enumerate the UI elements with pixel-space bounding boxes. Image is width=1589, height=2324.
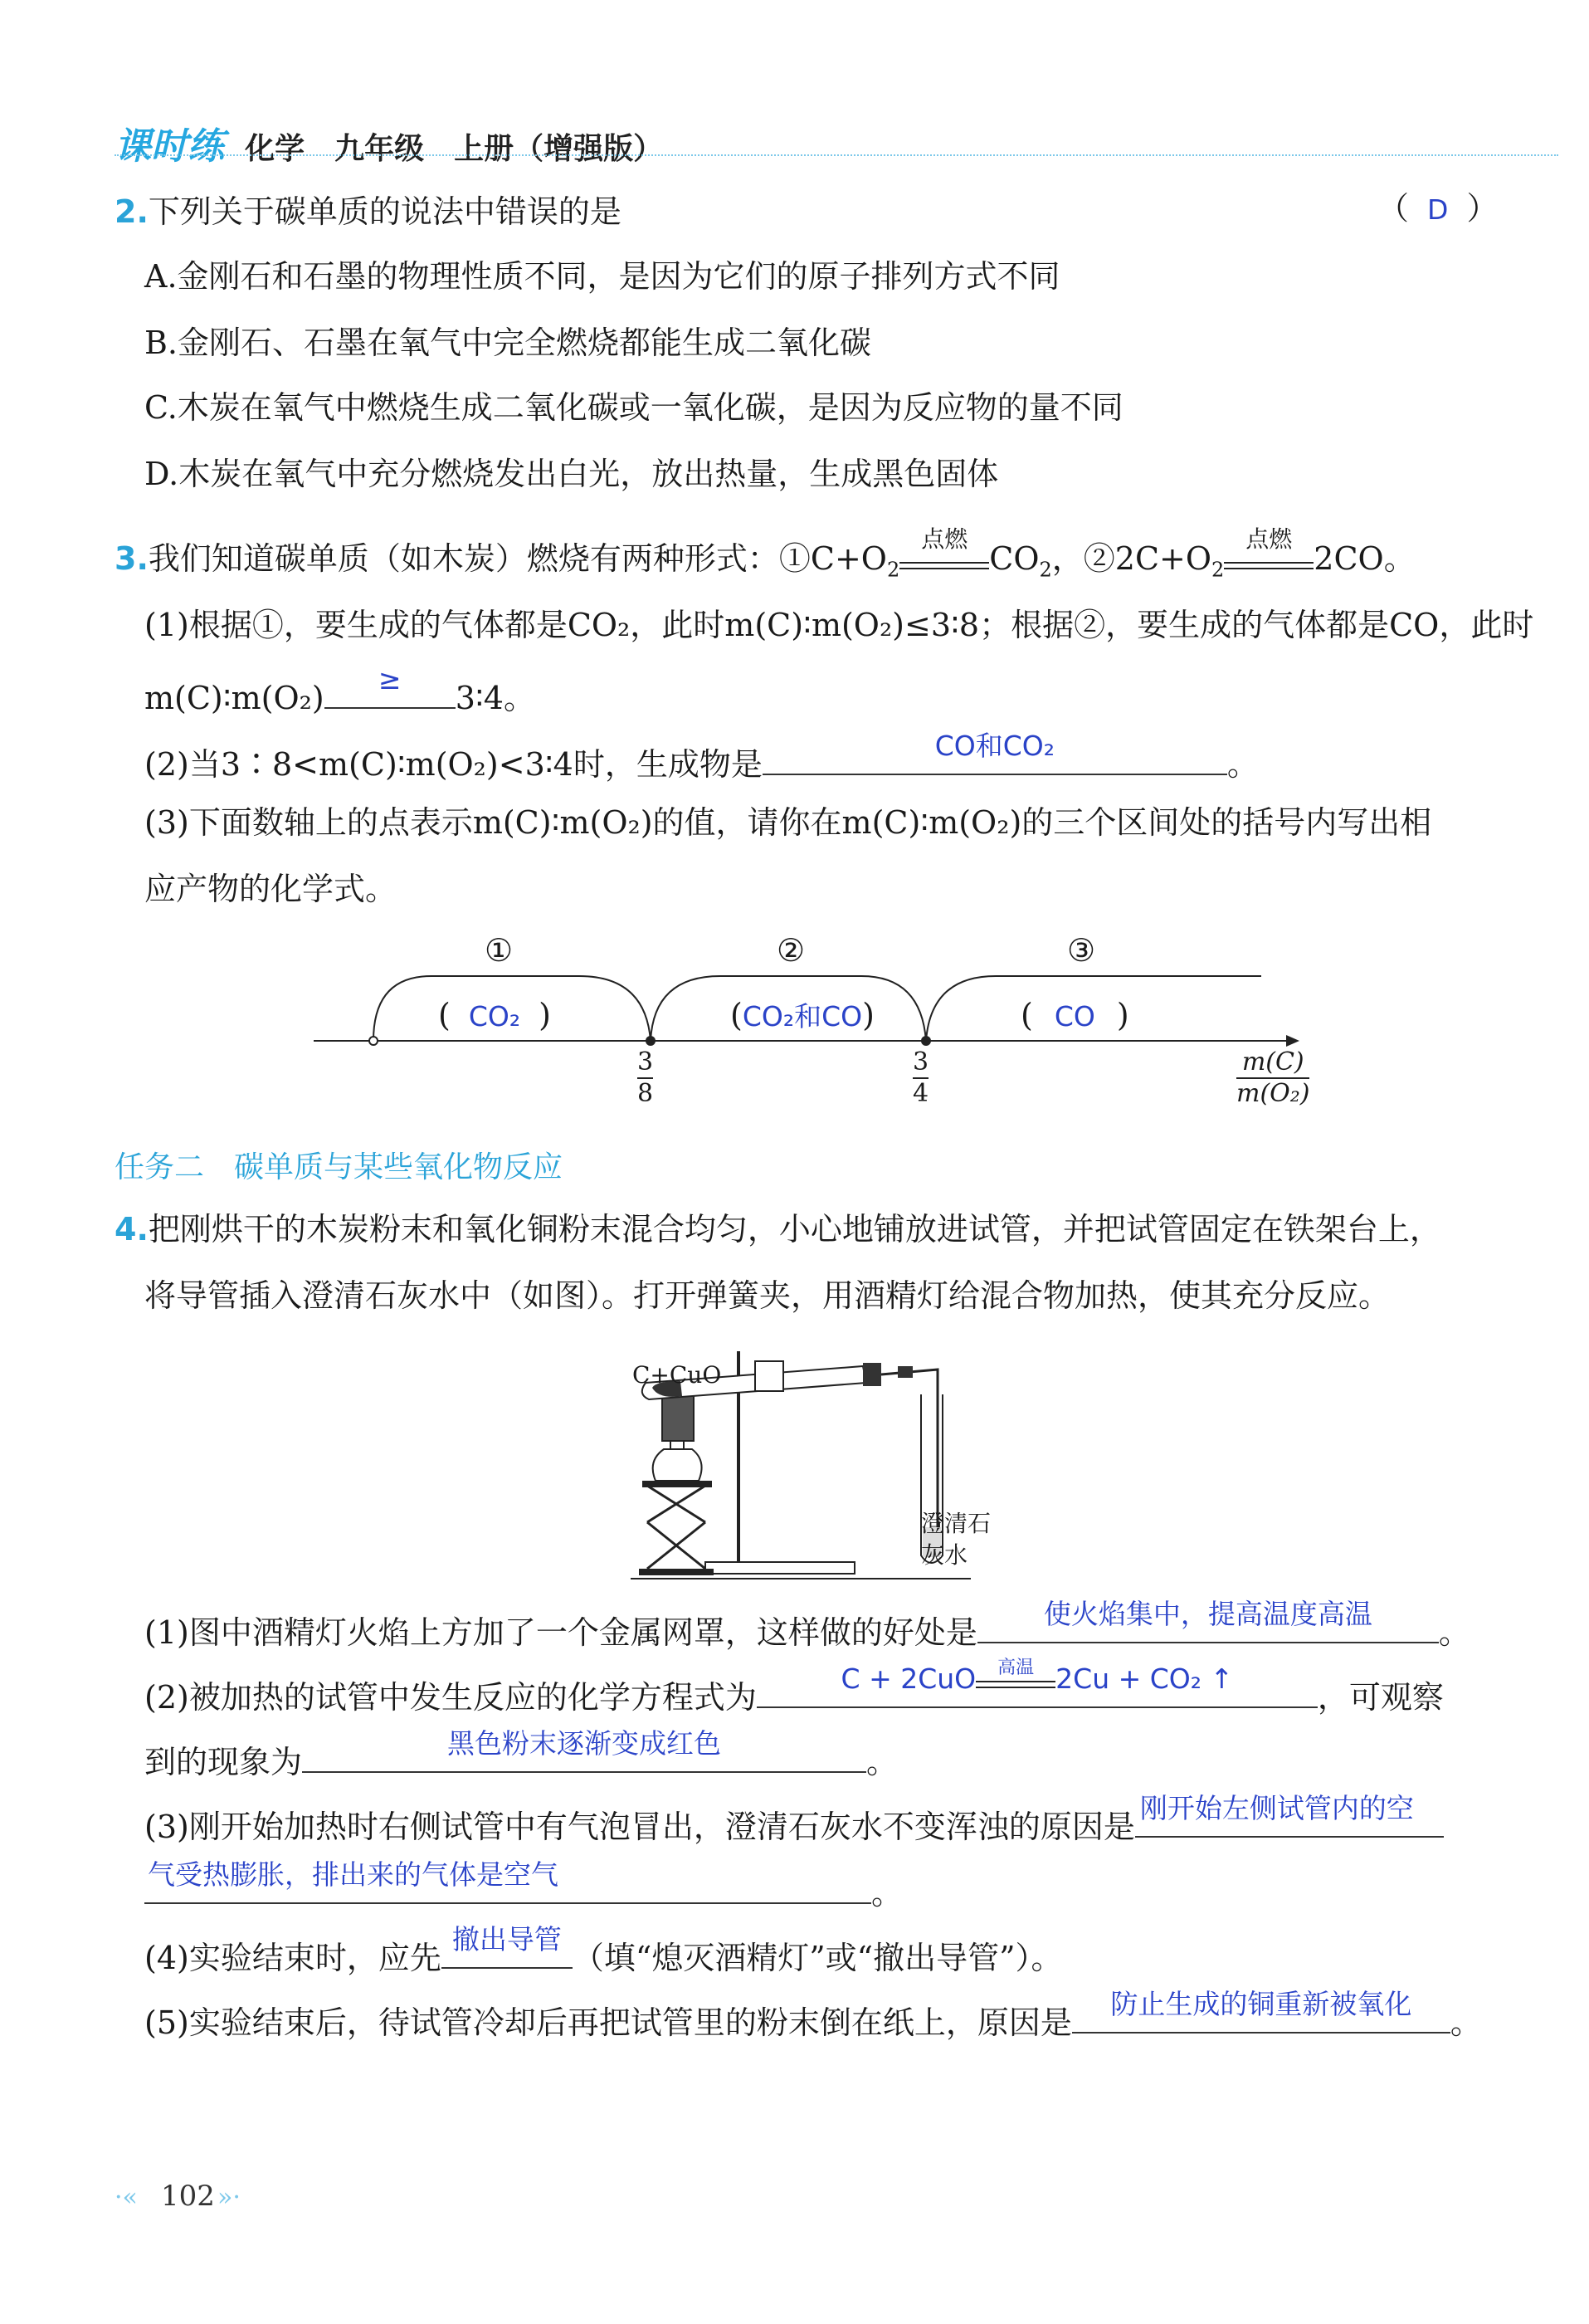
q3-part1-line2: m(C)∶m(O₂) ≥ 3∶4。: [144, 671, 535, 719]
q3-part3-line2: 应产物的化学式。: [144, 871, 397, 907]
q4-part5: (5)实验结束后，待试管冷却后再把试管里的粉末倒在纸上，原因是 防止生成的铜重新被氧化 。: [144, 1995, 1482, 2043]
q3-stem: 3.我们知道碳单质（如木炭）燃烧有两种形式：$①C+O_2$ 点燃 $CO_2$，$②2C+O_2$ 点燃 2CO。: [115, 525, 1416, 582]
q4-number: 4.: [115, 1211, 149, 1247]
q3-part1-blank: [324, 663, 456, 709]
region-1-bracket: ( CO₂ ): [438, 997, 551, 1033]
reaction-arrow-2: 点燃: [1224, 544, 1314, 569]
stand-base: [705, 1562, 855, 1574]
point-three-eighths: [646, 1036, 656, 1046]
q4-part1-answer: 使火焰集中，提高温度高温: [1043, 1598, 1372, 1630]
axis-label: $\frac{m(C)}{\text{m(O₂)}}$: [1236, 1047, 1310, 1108]
point-three-quarters: [921, 1036, 931, 1046]
q3-number: 3.: [115, 540, 149, 577]
header-rule: [115, 154, 1558, 156]
q4-part1-blank: [977, 1598, 1439, 1643]
number-line-arrowhead: [1286, 1035, 1299, 1047]
header: [115, 116, 1558, 166]
q2-answer-bracket: （ D ）: [1377, 190, 1499, 227]
series-logo: 课时练: [115, 125, 224, 168]
region-2-answer: CO₂和CO: [742, 1000, 863, 1033]
q4-part3-line1: (3)刚开始加热时右侧试管中有气泡冒出，澄清石灰水不变浑浊的原因是 刚开始左侧试管内的空: [144, 1799, 1444, 1848]
q3-part1-answer: ≥: [378, 663, 402, 696]
q4-stem-line2: 将导管插入澄清石灰水中（如图）。打开弹簧夹，用酒精灯给混合物加热，使其充分反应。: [144, 1277, 1391, 1314]
q4-part2-line1: (2)被加热的试管中发生反应的化学方程式为 C + 2CuO 高温 2Cu + CO₂ ↑ ，可观察: [144, 1658, 1444, 1716]
page-number: 102: [161, 2180, 215, 2213]
reaction-arrow-1: 点燃: [899, 544, 989, 569]
q3-part1-line1: (1)根据①，要生成的气体都是CO₂，此时m(C)∶m(O₂)≤3∶8；根据②，要生成的气体都是CO，此时: [144, 607, 1534, 643]
tick-label-three-quarters: $\frac{3}{4}$: [913, 1047, 929, 1108]
task-2-title: 任务二 碳单质与某些氧化物反应: [115, 1150, 563, 1184]
q2-option-c: C.木炭在氧气中燃烧生成二氧化碳或一氧化碳，是因为反应物的量不同: [144, 389, 1124, 426]
region-1-answer: CO₂: [468, 1000, 521, 1033]
stopper: [863, 1363, 881, 1386]
q3-part2-answer: CO和CO₂: [934, 730, 1055, 762]
header-title: 化学 九年级 上册（增强版）: [245, 132, 664, 166]
q4-part3-blank1: [1135, 1792, 1444, 1838]
q4-part3-blank2: [144, 1858, 871, 1904]
q4-stem-line1: 4.把刚烘干的木炭粉末和氧化铜粉末混合均匀，小心地铺放进试管，并把试管固定在铁架台上，: [115, 1211, 1441, 1247]
region-3-answer: CO: [1054, 1000, 1095, 1033]
q4-part4-blank: [441, 1923, 573, 1969]
figure-label-limewater-1: 澄清石: [921, 1510, 992, 1537]
spring-clip: [898, 1366, 913, 1378]
clamp: [755, 1361, 783, 1391]
q4-part4: (4)实验结束时，应先 撤出导管 （填“熄灭酒精灯”或“撤出导管”）。: [144, 1931, 1063, 1979]
page-number-ornament: ·«: [115, 2183, 138, 2212]
q4-part2-blank: [757, 1658, 1318, 1708]
q4-part2-answer2: 黑色粉末逐渐变成红色: [447, 1727, 722, 1760]
q4-part2-answer: C + 2CuO 高温 2Cu + CO₂ ↑: [841, 1658, 1234, 1695]
q4-part3-answer-b: 气受热膨胀，排出来的气体是空气: [148, 1858, 558, 1891]
open-point-origin: [369, 1037, 378, 1045]
tick-label-three-eighths: $\frac{3}{8}$: [637, 1047, 654, 1108]
q4-part2-blank2: [302, 1727, 866, 1773]
q4-part1: (1)图中酒精灯火焰上方加了一个金属网罩，这样做的好处是 使火焰集中，提高温度高温 。: [144, 1605, 1470, 1653]
q4-part4-answer: 撤出导管: [451, 1923, 562, 1955]
lab-jack: [639, 1481, 714, 1575]
q3-part2-blank: [763, 730, 1227, 775]
region-3-bracket: ( CO ): [1021, 997, 1129, 1033]
q2-number: 2.: [115, 193, 149, 230]
q2-option-d: D.木炭在氧气中充分燃烧发出白光，放出热量，生成黑色固体: [144, 456, 999, 492]
q2-option-a: A.金刚石和石墨的物理性质不同，是因为它们的原子排列方式不同: [144, 258, 1060, 295]
region-2-label: ②: [777, 932, 806, 969]
q2-answer: D: [1427, 193, 1449, 226]
q2-option-b: B.金刚石、石墨在氧气中完全燃烧都能生成二氧化碳: [144, 325, 872, 361]
region-3-label: ③: [1067, 932, 1096, 969]
q4-part3-answer-a: 刚开始左侧试管内的空: [1139, 1792, 1414, 1824]
figure-label-limewater-2: 灰水: [921, 1541, 968, 1569]
q2-stem: 2.下列关于碳单质的说法中错误的是: [115, 193, 621, 230]
figure-label-reactants: C+CuO: [632, 1361, 722, 1389]
region-2-bracket: (CO₂和CO): [730, 997, 875, 1033]
q4-part5-answer: 防止生成的铜重新被氧化: [1110, 1988, 1412, 2020]
q3-part3-line1: (3)下面数轴上的点表示m(C)∶m(O₂)的值，请你在m(C)∶m(O₂)的三个区间处的括号内写出相: [144, 804, 1432, 841]
q4-part2-line2: 到的现象为 黑色粉末逐渐变成红色 。: [144, 1735, 898, 1783]
q3-part2: (2)当3∶8<m(C)∶m(O₂)<3∶4时，生成物是 CO和CO₂ 。: [144, 737, 1259, 785]
region-1-label: ①: [485, 932, 514, 969]
page-number-ornament-right: »·: [217, 2183, 241, 2212]
q4-part5-blank: [1072, 1988, 1450, 2034]
q4-part3-line2: 气受热膨胀，排出来的气体是空气 。: [144, 1866, 903, 1914]
